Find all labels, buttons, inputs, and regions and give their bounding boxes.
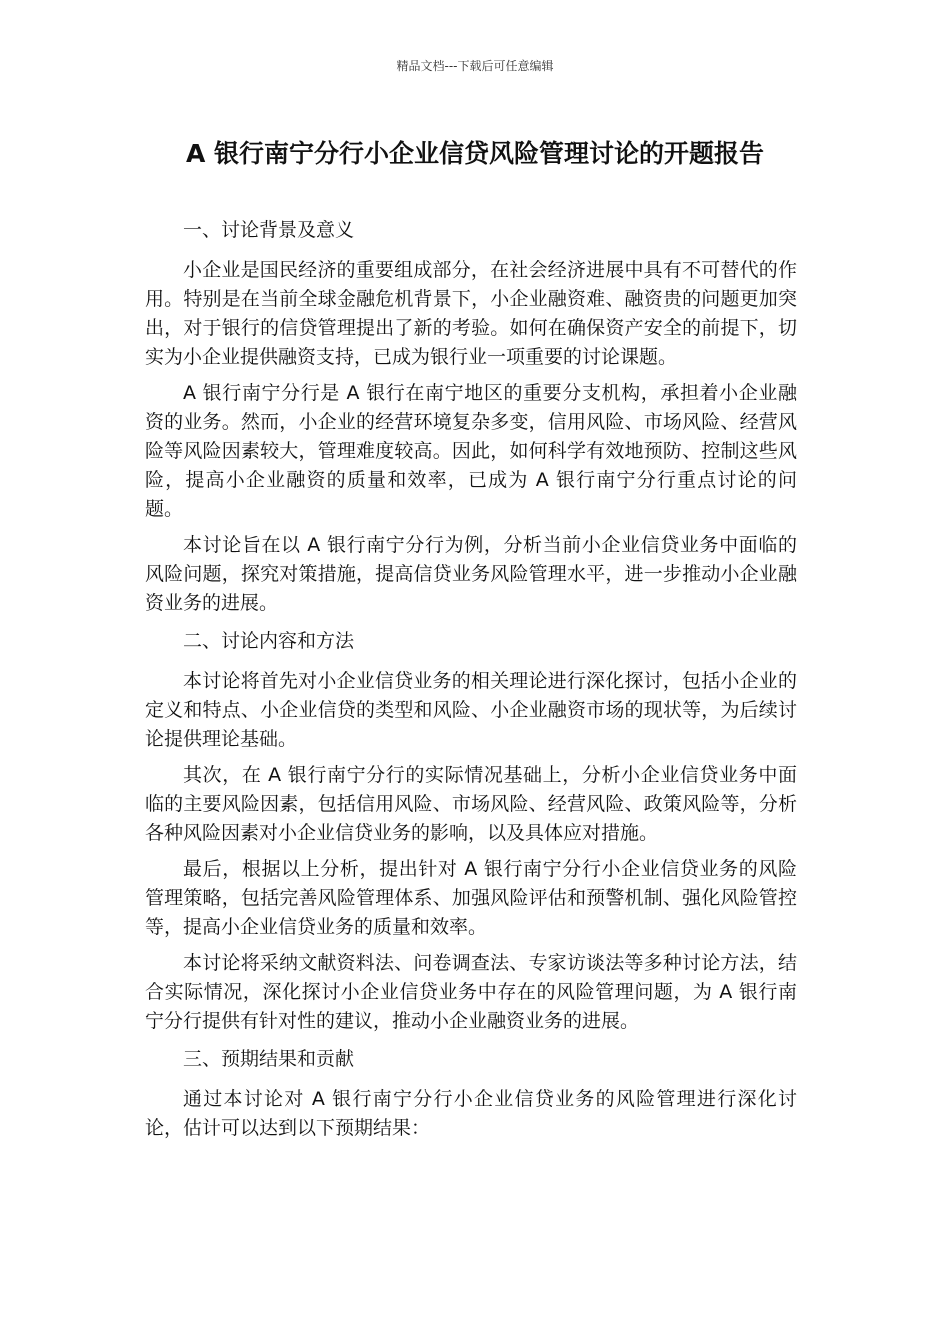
paragraph: 本讨论将采纳文献资料法、问卷调查法、专家访谈法等多种讨论方法，结合实际情况，深化探讨小企业信贷业务中存在的风险管理问题，为 A 银行南宁分行提供有针对性的建议，推动小企业融资业务的进展。 — [145, 952, 797, 1032]
paragraph: 本讨论旨在以 A 银行南宁分行为例，分析当前小企业信贷业务中面临的风险问题，探究对策措施，提高信贷业务风险管理水平，进一步推动小企业融资业务的进展。 — [145, 534, 797, 614]
page-header: 精品文档---下载后可任意编辑 — [396, 59, 554, 73]
section-heading: 三、预期结果和贡献 — [183, 1048, 355, 1070]
section-heading: 二、讨论内容和方法 — [183, 630, 355, 652]
paragraph: 小企业是国民经济的重要组成部分，在社会经济进展中具有不可替代的作用。特别是在当前全球金融危机背景下，小企业融资难、融资贵的问题更加突出，对于银行的信贷管理提出了新的考验。如何在确保资产安全的前提下，切实为小企业提供融资支持，已成为银行业一项重要的讨论课题。 — [145, 259, 797, 368]
paragraph: A 银行南宁分行是 A 银行在南宁地区的重要分支机构，承担着小企业融资的业务。然而，小企业的经营环境复杂多变，信用风险、市场风险、经营风险等风险因素较大，管理难度较高。因此，如何科学有效地预防、控制这些风险，提高小企业融资的质量和效率，已成为 A 银行南宁分行重点讨论的问题。 — [145, 382, 797, 520]
paragraph: 最后，根据以上分析，提出针对 A 银行南宁分行小企业信贷业务的风险管理策略，包括完善风险管理体系、加强风险评估和预警机制、强化风险管控等，提高小企业信贷业务的质量和效率。 — [145, 858, 797, 938]
document-body — [145, 214, 797, 1150]
document-title: A 银行南宁分行小企业信贷风险管理讨论的开题报告 — [185, 139, 765, 168]
paragraph: 其次，在 A 银行南宁分行的实际情况基础上，分析小企业信贷业务中面临的主要风险因素，包括信用风险、市场风险、经营风险、政策风险等，分析各种风险因素对小企业信贷业务的影响，以及具体应对措施。 — [145, 764, 797, 844]
paragraph: 本讨论将首先对小企业信贷业务的相关理论进行深化探讨，包括小企业的定义和特点、小企业信贷的类型和风险、小企业融资市场的现状等，为后续讨论提供理论基础。 — [145, 670, 797, 750]
section-heading: 一、讨论背景及意义 — [183, 219, 355, 241]
paragraph: 通过本讨论对 A 银行南宁分行小企业信贷业务的风险管理进行深化讨论，估计可以达到以下预期结果： — [145, 1088, 797, 1139]
